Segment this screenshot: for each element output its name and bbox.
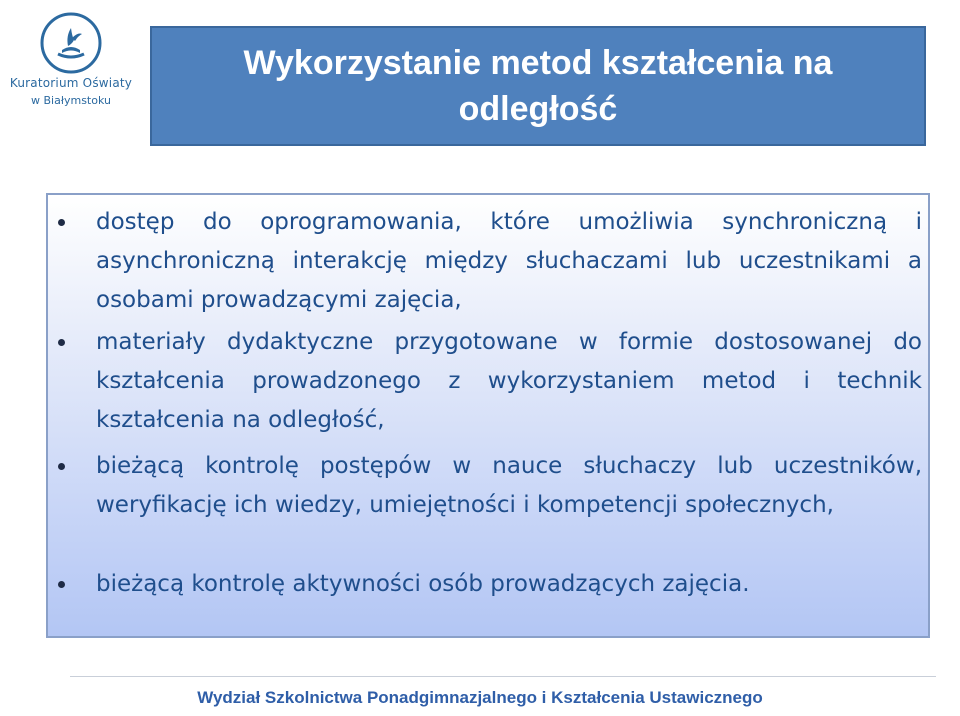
bullet-text: bieżącą kontrolę aktywności osób prowadzących zajęcia. (96, 571, 750, 597)
title-banner (150, 26, 926, 146)
logo-emblem (38, 10, 104, 76)
logo-text-line1: Kuratorium Oświaty (9, 76, 133, 90)
title-line1: Wykorzystanie metod kształcenia na (243, 44, 833, 82)
bullet-dot-icon (58, 581, 65, 588)
bullet-text: dostęp do oprogramowania, które umożliwia synchroniczną i asynchroniczną interakcję między słuchaczami lub uczestnikami a osobami prowadzącymi zajęcia, (96, 209, 922, 313)
footer-text: Wydział Szkolnictwa Ponadgimnazjalnego i Kształcenia Ustawicznego (197, 688, 763, 707)
bullet-text: materiały dydaktyczne przygotowane w formie dostosowanej do kształcenia prowadzonego z wykorzystaniem metod i technik kształcenia na odległość, (96, 329, 922, 433)
logo (8, 8, 134, 118)
bullet-dot-icon (58, 339, 65, 346)
bullet-dot-icon (58, 219, 65, 226)
title-line2: odległość (458, 90, 618, 128)
bullet-item (96, 447, 922, 525)
bullet-item (96, 203, 922, 320)
logo-text-line2: w Białymstoku (31, 94, 111, 107)
content-panel (46, 193, 930, 638)
bullet-text: bieżącą kontrolę postępów w nauce słuchaczy lub uczestników, weryfikację ich wiedzy, umiejętności i kompetencji społecznych, (96, 453, 922, 518)
bullet-item (96, 323, 922, 440)
bullet-item (96, 565, 922, 604)
bullet-dot-icon (58, 463, 65, 470)
footer-divider (70, 676, 936, 677)
